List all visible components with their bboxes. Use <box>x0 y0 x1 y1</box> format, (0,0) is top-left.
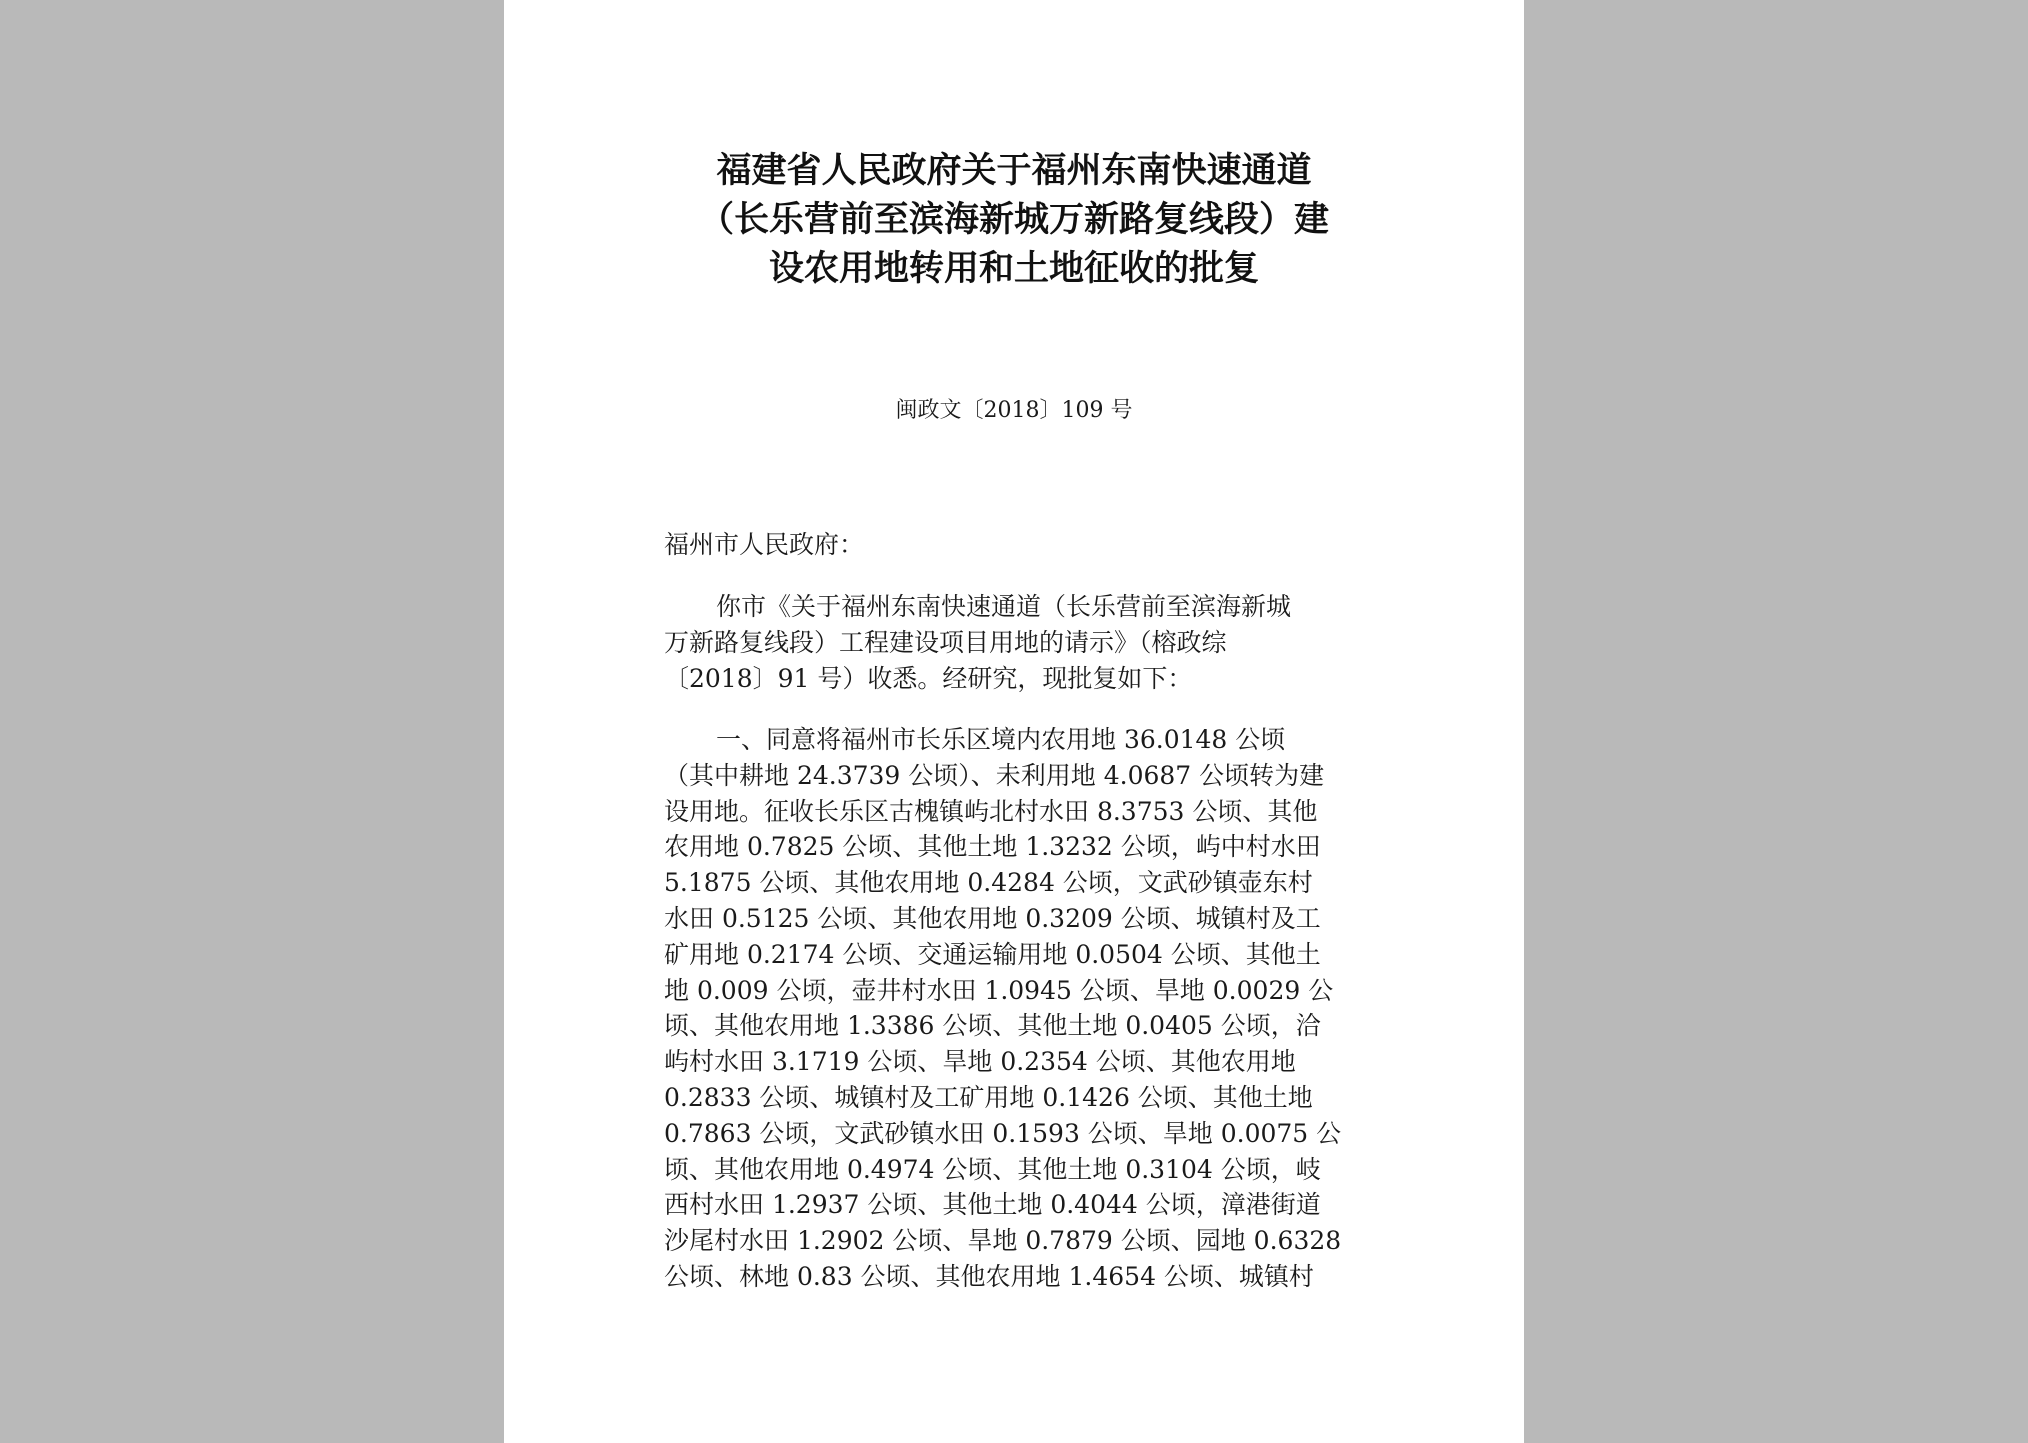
paragraph-1 <box>664 589 1384 696</box>
paragraph-1-line-3: 〔2018〕91 号）收悉。经研究，现批复如下： <box>664 663 1193 693</box>
document-number: 闽政文〔2018〕109 号 <box>895 398 1133 423</box>
salutation: 福州市人民政府： <box>664 530 865 559</box>
paragraph-2 <box>664 722 1384 1295</box>
paragraph-2-line-10: 屿村水田 3.1719 公顷、旱地 0.2354 公顷、其他农用地 <box>664 1047 1296 1077</box>
paragraph-2-line-7: 矿用地 0.2174 公顷、交通运输用地 0.0504 公顷、其他土 <box>664 939 1321 969</box>
document-title <box>504 147 1524 294</box>
paragraph-2-line-9: 顷、其他农用地 1.3386 公顷、其他土地 0.0405 公顷，洽 <box>664 1011 1321 1041</box>
paragraph-2-line-11: 0.2833 公顷、城镇村及工矿用地 0.1426 公顷、其他土地 <box>664 1082 1313 1112</box>
document-page <box>504 0 1524 1443</box>
title-line-2: （长乐营前至滨海新城万新路复线段）建 <box>698 200 1329 240</box>
paragraph-2-line-14: 西村水田 1.2937 公顷、其他土地 0.4044 公顷，漳港街道 <box>664 1190 1321 1220</box>
paragraph-2-line-16: 公顷、林地 0.83 公顷、其他农用地 1.4654 公顷、城镇村 <box>664 1261 1314 1291</box>
paragraph-2-line-6: 水田 0.5125 公顷、其他农用地 0.3209 公顷、城镇村及工 <box>664 903 1321 933</box>
paragraph-1-line-1: 你市《关于福州东南快速通道（长乐营前至滨海新城 <box>716 592 1292 621</box>
paragraph-2-line-1: 一、同意将福州市长乐区境内农用地 36.0148 公顷 <box>716 725 1286 754</box>
paragraph-2-line-5: 5.1875 公顷、其他农用地 0.4284 公顷，文武砂镇壶东村 <box>664 868 1313 898</box>
title-line-3: 设农用地转用和土地征收的批复 <box>768 249 1259 289</box>
paragraph-2-line-13: 顷、其他农用地 0.4974 公顷、其他土地 0.3104 公顷，岐 <box>664 1154 1321 1184</box>
paragraph-1-line-2: 万新路复线段）工程建设项目用地的请示》（榕政综 <box>664 627 1227 657</box>
paragraph-2-line-8: 地 0.009 公顷，壶井村水田 1.0945 公顷、旱地 0.0029 公 <box>664 975 1334 1005</box>
paragraph-2-line-15: 沙尾村水田 1.2902 公顷、旱地 0.7879 公顷、园地 0.6328 <box>664 1226 1342 1256</box>
title-line-1: 福建省人民政府关于福州东南快速通道 <box>716 151 1312 191</box>
paragraph-2-line-3: 设用地。征收长乐区古槐镇屿北村水田 8.3753 公顷、其他 <box>664 796 1318 826</box>
paragraph-2-line-4: 农用地 0.7825 公顷、其他土地 1.3232 公顷，屿中村水田 <box>664 832 1321 862</box>
paragraph-2-line-2: （其中耕地 24.3739 公顷）、未利用地 4.0687 公顷转为建 <box>664 760 1325 790</box>
paragraph-2-line-12: 0.7863 公顷，文武砂镇水田 0.1593 公顷、旱地 0.0075 公 <box>664 1118 1342 1148</box>
